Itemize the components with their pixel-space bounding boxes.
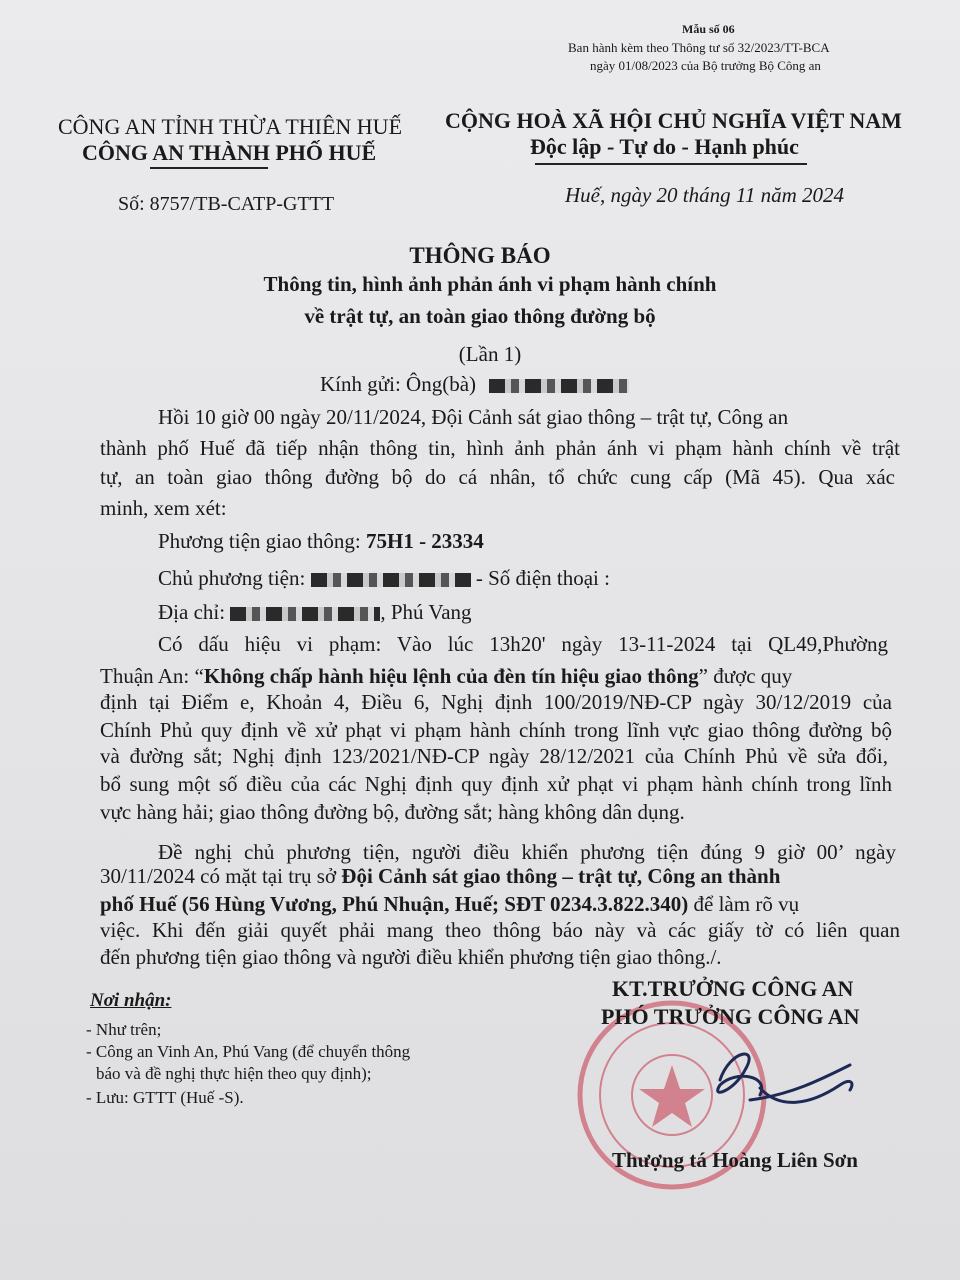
signature-title-2: PHÓ TRƯỞNG CÔNG AN — [601, 1004, 860, 1029]
owner-label: Chủ phương tiện: — [158, 566, 311, 590]
vehicle-line — [158, 529, 484, 554]
violation-line-5: và đường sắt; Nghị định 123/2021/NĐ-CP ngày 28/12/2021 của Chính Phủ về sửa đổi, — [100, 744, 888, 768]
vehicle-label: Phương tiện giao thông: — [158, 529, 366, 553]
request-address: phố Huế (56 Hùng Vương, Phú Nhuận, Huế; SĐT 0234.3.822.340) — [100, 892, 689, 916]
motto-underline — [535, 163, 807, 165]
addressee-label: Kính gửi: Ông(bà) — [320, 372, 477, 396]
nation-title: CỘNG HOÀ XÃ HỘI CHỦ NGHĨA VIỆT NAM — [445, 108, 902, 133]
document-number: Số: 8757/TB-CATP-GTTT — [118, 193, 335, 215]
violation-type: Không chấp hành hiệu lệnh của đèn tín hiệu giao thông — [203, 664, 699, 688]
violation-line-3: định tại Điểm e, Khoản 4, Điều 6, Nghị định 100/2019/NĐ-CP ngày 30/12/2019 của — [100, 690, 892, 714]
place-date: Huế, ngày 20 tháng 11 năm 2024 — [565, 183, 844, 207]
handwritten-signature — [690, 1040, 890, 1120]
redacted-owner — [311, 573, 471, 587]
violation-line-7: vực hàng hải; giao thông đường bộ, đường sắt; hàng không dân dụng. — [100, 800, 685, 824]
intro-line-4: minh, xem xét: — [100, 496, 227, 520]
request-line-4: việc. Khi đến giải quyết phải mang theo thông báo này và các giấy tờ có liên quan — [100, 918, 900, 942]
violation-line-2-pre: Thuận An: “ — [100, 664, 204, 688]
motto: Độc lập - Tự do - Hạnh phúc — [530, 134, 799, 159]
violation-line-2 — [100, 664, 792, 689]
violation-line-6: bổ sung một số điều của các Nghị định quy định xử phạt vi phạm hành chính trong lĩnh — [100, 772, 892, 796]
address-label: Địa chỉ: — [158, 600, 231, 624]
org-underline — [150, 167, 268, 169]
signer-name: Thượng tá Hoàng Liên Sơn — [612, 1148, 858, 1172]
intro-line-3: tự, an toàn giao thông đường bộ do cá nhân, tổ chức cung cấp (Mã 45). Qua xác — [100, 465, 895, 489]
attempt-number: (Lần 1) — [458, 342, 522, 366]
intro-line-1: Hồi 10 giờ 00 ngày 20/11/2024, Đội Cảnh sát giao thông – trật tự, Công an — [158, 405, 789, 429]
org-name: CÔNG AN THÀNH PHỐ HUẾ — [82, 140, 377, 165]
org-parent: CÔNG AN TỈNH THỪA THIÊN HUẾ — [58, 114, 403, 139]
request-line-3 — [100, 892, 799, 917]
vehicle-plate: 75H1 - 23334 — [365, 529, 484, 553]
document-title: THÔNG BÁO — [409, 243, 551, 268]
addressee — [320, 372, 629, 397]
issued-date: ngày 01/08/2023 của Bộ trưởng Bộ Công an — [590, 58, 821, 73]
request-line-5: đến phương tiện giao thông và người điều khiển phương tiện giao thông./. — [100, 945, 722, 969]
recipient-item: - Như trên; — [86, 1020, 162, 1039]
recipient-item: - Công an Vinh An, Phú Vang (để chuyển thông — [86, 1042, 411, 1061]
request-line-2-pre: 30/11/2024 có mặt tại trụ sở — [100, 864, 342, 888]
address-suffix: , Phú Vang — [380, 600, 472, 624]
phone-label: - Số điện thoại : — [475, 566, 610, 590]
recipient-item: báo và đề nghị thực hiện theo quy định); — [96, 1064, 372, 1083]
recipients-title: Nơi nhận: — [90, 990, 172, 1011]
recipient-item: - Lưu: GTTT (Huế -S). — [86, 1088, 244, 1107]
request-line-2 — [100, 864, 780, 889]
form-number: Mẫu số 06 — [682, 22, 735, 36]
request-line-3-post: để làm rõ vụ — [688, 892, 800, 916]
subtitle-line-1: Thông tin, hình ảnh phản ánh vi phạm hành chính — [263, 272, 717, 296]
request-line-1: Đề nghị chủ phương tiện, người điều khiển phương tiện đúng 9 giờ 00’ ngày — [158, 840, 896, 864]
owner-line — [158, 566, 610, 591]
request-office: Đội Cảnh sát giao thông – trật tự, Công an thành — [341, 864, 781, 888]
violation-line-1: Có dấu hiệu vi phạm: Vào lúc 13h20' ngày 13-11-2024 tại QL49,Phường — [158, 632, 888, 656]
redacted-name — [489, 379, 629, 393]
signature-title-1: KT.TRƯỞNG CÔNG AN — [612, 976, 854, 1001]
violation-line-2-post: ” được quy — [698, 664, 793, 688]
redacted-address — [230, 607, 380, 621]
address-line — [158, 600, 472, 625]
violation-line-4: Chính Phủ quy định về xử phạt vi phạm hành chính trong lĩnh vực giao thông đường bộ — [100, 718, 892, 742]
intro-line-2: thành phố Huế đã tiếp nhận thông tin, hình ảnh phản ánh vi phạm hành chính về trật — [100, 436, 900, 460]
subtitle-line-2: về trật tự, an toàn giao thông đường bộ — [304, 304, 656, 328]
issued-under: Ban hành kèm theo Thông tư số 32/2023/TT-BCA — [568, 40, 830, 55]
